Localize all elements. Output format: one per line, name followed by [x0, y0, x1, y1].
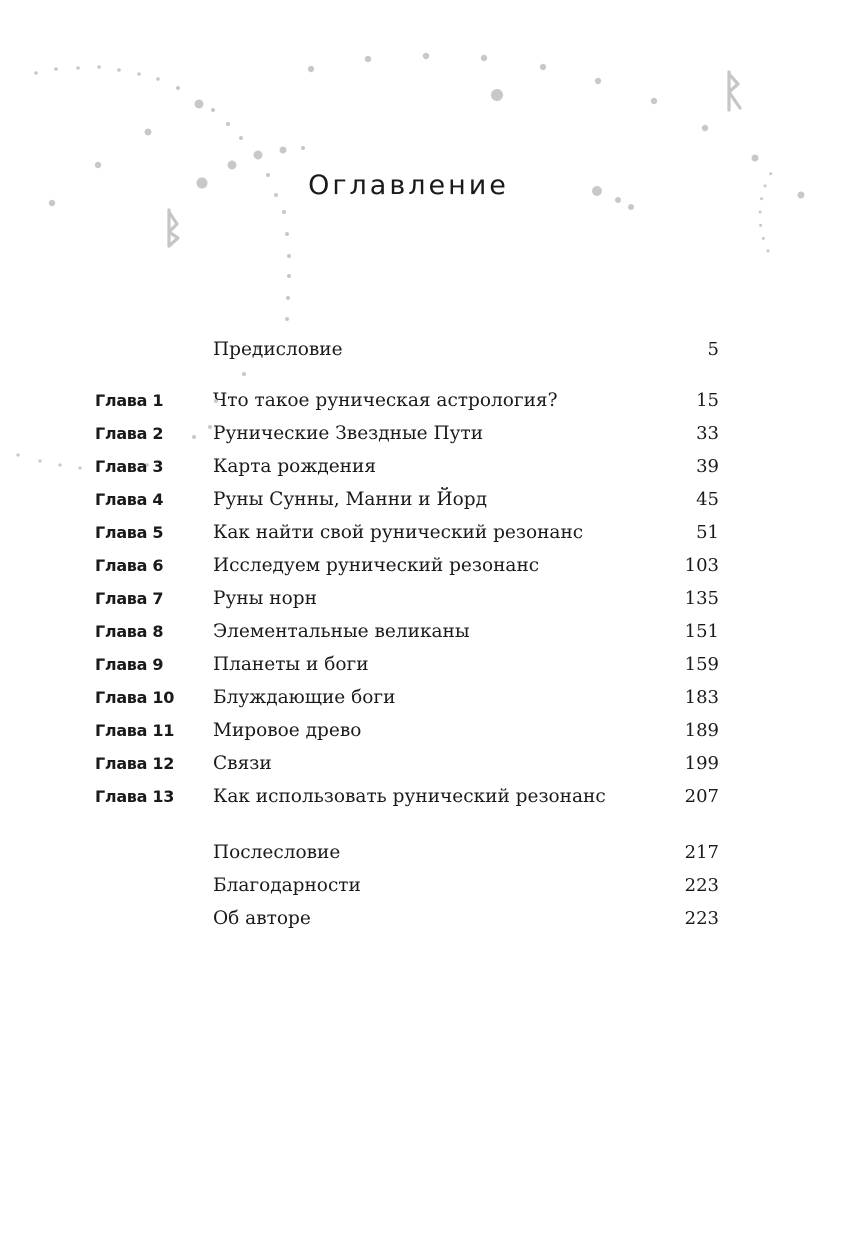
chapter-label: Глава 12 [95, 754, 175, 773]
toc-entry-chapter [0, 518, 845, 548]
entry-title: Связи [213, 753, 272, 774]
page-number: 15 [696, 390, 719, 411]
star-dot [195, 100, 204, 109]
page-number: 189 [684, 720, 719, 741]
star-dot [95, 162, 101, 168]
circle-dot [759, 211, 762, 214]
circle-dot [759, 224, 762, 227]
star-dot [117, 68, 121, 72]
star-dot [176, 86, 180, 90]
star-dot [308, 66, 314, 72]
entry-title: Элементальные великаны [213, 621, 470, 642]
star-dot [97, 65, 101, 69]
entry-title: Руны норн [213, 588, 317, 609]
circle-dot [762, 237, 765, 240]
toc-entry-chapter [0, 551, 845, 581]
star-dot [137, 72, 141, 76]
toc-entry-chapter [0, 650, 845, 680]
chapter-label: Глава 11 [95, 721, 175, 740]
page-number: 135 [684, 588, 719, 609]
chapter-label: Глава 6 [95, 556, 164, 575]
star-dot [226, 122, 230, 126]
star-dot [285, 317, 289, 321]
star-dot [228, 161, 237, 170]
page-number: 51 [696, 522, 719, 543]
star-dot [595, 78, 601, 84]
page-number: 199 [684, 753, 719, 774]
entry-title: Исследуем рунический резонанс [213, 555, 540, 576]
page-number: 207 [684, 786, 719, 807]
toc-entry-chapter [0, 419, 845, 449]
toc-entry-chapter [0, 749, 845, 779]
toc-entry-backmatter [0, 871, 845, 901]
chapter-label: Глава 7 [95, 589, 164, 608]
toc-entry-chapter [0, 617, 845, 647]
toc-entry-chapter [0, 584, 845, 614]
star-dot [282, 210, 286, 214]
rune-wunjo-icon [169, 210, 178, 246]
star-dot [365, 56, 371, 62]
entry-title: Блуждающие боги [213, 687, 396, 708]
entry-title: Планеты и боги [213, 654, 369, 675]
star-dot [491, 89, 503, 101]
toc-entry-preface [0, 335, 845, 365]
star-dot [651, 98, 657, 104]
chapter-label: Глава 9 [95, 655, 164, 674]
star-dot [301, 146, 305, 150]
star-dot [239, 136, 243, 140]
entry-title: Как найти свой рунический резонанс [213, 522, 584, 543]
toc-entry-chapter [0, 485, 845, 515]
toc-entry-chapter [0, 452, 845, 482]
star-dot [156, 77, 160, 81]
star-dot [211, 108, 215, 112]
star-dot [76, 66, 80, 70]
page-number: 151 [684, 621, 719, 642]
entry-title: Об авторе [213, 908, 311, 929]
chapter-label: Глава 3 [95, 457, 164, 476]
entry-title: Мировое древо [213, 720, 362, 741]
star-dot [285, 232, 289, 236]
page-number: 159 [684, 654, 719, 675]
star-dot [280, 147, 287, 154]
entry-title: Карта рождения [213, 456, 377, 477]
star-dot [752, 155, 759, 162]
chapter-label: Глава 1 [95, 391, 164, 410]
chapter-label: Глава 2 [95, 424, 164, 443]
toc-entry-chapter [0, 386, 845, 416]
star-dot [287, 274, 291, 278]
star-dot [254, 151, 263, 160]
page-number: 183 [684, 687, 719, 708]
toc-entry-chapter [0, 782, 845, 812]
star-dot [286, 296, 290, 300]
page-number: 33 [696, 423, 719, 444]
page-title: Оглавление [308, 170, 509, 201]
star-dot [481, 55, 487, 61]
entry-title: Благодарности [213, 875, 361, 896]
page-number: 39 [696, 456, 719, 477]
entry-title: Рунические Звездные Пути [213, 423, 484, 444]
star-dot [423, 53, 429, 59]
entry-title: Предисловие [213, 339, 343, 360]
page-number: 5 [707, 339, 719, 360]
star-dot [702, 125, 708, 131]
star-dot [628, 204, 634, 210]
chapter-label: Глава 4 [95, 490, 164, 509]
chapter-label: Глава 10 [95, 688, 175, 707]
entry-title: Что такое руническая астрология? [213, 390, 558, 411]
toc-entry-chapter [0, 716, 845, 746]
star-dot [242, 372, 246, 376]
entry-title: Послесловие [213, 842, 341, 863]
star-dot [34, 71, 38, 75]
entry-title: Как использовать рунический резонанс [213, 786, 606, 807]
star-dot [287, 254, 291, 258]
entry-title: Руны Сунны, Манни и Йорд [213, 489, 488, 510]
star-dot [54, 67, 58, 71]
chapter-label: Глава 13 [95, 787, 175, 806]
page-number: 217 [684, 842, 719, 863]
page-number: 223 [684, 875, 719, 896]
rune-raido-icon [729, 72, 740, 110]
toc-entry-backmatter [0, 838, 845, 868]
circle-dot [767, 249, 770, 252]
star-dot [145, 129, 152, 136]
page-number: 45 [696, 489, 719, 510]
page-number: 223 [684, 908, 719, 929]
chapter-label: Глава 5 [95, 523, 164, 542]
toc-entry-backmatter [0, 904, 845, 934]
chapter-label: Глава 8 [95, 622, 164, 641]
page-number: 103 [684, 555, 719, 576]
star-dot [540, 64, 546, 70]
toc-entry-chapter [0, 683, 845, 713]
